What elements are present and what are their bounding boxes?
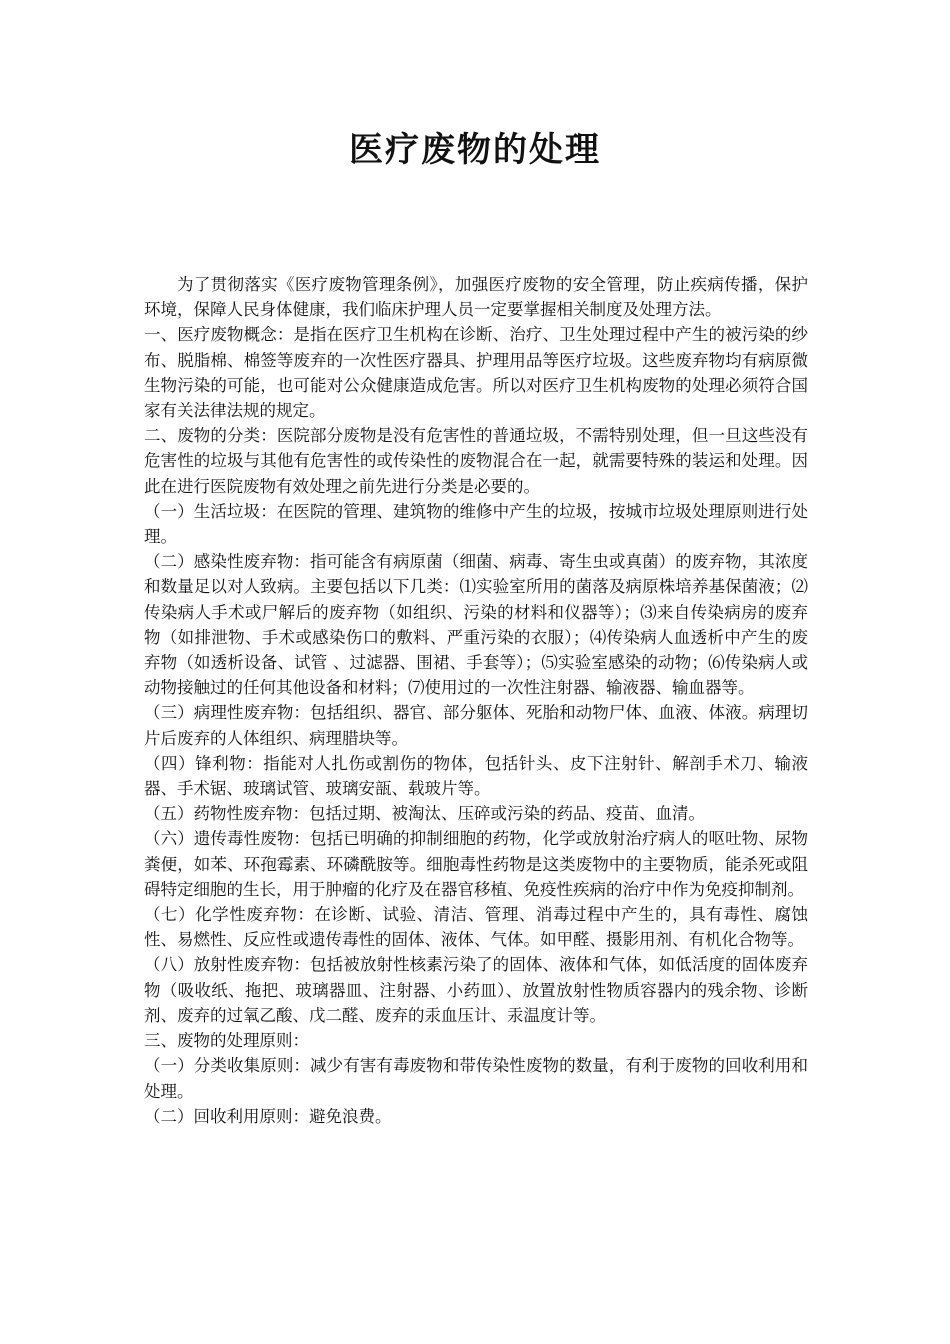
item-chemical-waste: （七）化学性废弃物：在诊断、试验、清洁、管理、消毒过程中产生的，具有毒性、腐蚀性、易燃性、反应性或遗传毒性的固体、液体、气体。如甲醛、摄影用剂、有机化合物等。: [144, 905, 808, 950]
item-domestic-waste: （一）生活垃圾：在医院的管理、建筑物的维修中产生的垃圾，按城市垃圾处理原则进行处理。: [144, 501, 808, 547]
document-title: 医疗废物的处理: [349, 130, 601, 170]
item-infectious-waste: （二）感染性废弃物：指可能含有病原菌（细菌、病毒、寄生虫或真菌）的废弃物，其浓度和数量足以对人致病。主要包括以下几类：⑴实验室所用的菌落及病原株培养基保菌液；⑵传染病人手术或尸解后的废弃物（如组织、污染的材料和仪器等）；⑶来自传染病房的废弃物（如排泄物、手术或感染伤口的敷料、严重污染的衣服）；⑷传染病人血透析中产生的废弃物（如透析设备、试管 、过滤器、围裙、手套等）；⑸实验室感染的动物；⑹传染病人或动物接触过的任何其他设备和材料；⑺使用过的一次性注射器、输液器、输血器等。: [144, 552, 808, 698]
item-genotoxic-waste: （六）遗传毒性废物：包括已明确的抑制细胞的药物，化学或放射治疗病人的呕吐物、尿物粪便，如苯、环孢霉素、环磷酰胺等。细胞毒性药物是这类废物中的主要物质，能杀死或阻碍特定细胞的生长，用于肿瘤的化疗及在器官移植、免疫性疾病的治疗中作为免疫抑制剂。: [144, 829, 808, 899]
item-pathological-waste: （三）病理性废弃物：包括组织、器官、部分躯体、死胎和动物尸体、血液、体液。病理切片后废弃的人体组织、病理腊块等。: [144, 703, 808, 748]
item-radioactive-waste: （八）放射性废弃物：包括被放射性核素污染了的固体、液体和气体，如低活度的固体废弃物（吸收纸、拖把、玻璃器皿、注射器、小药皿）、放置放射性物质容器内的残余物、诊断剂、废弃的过氧乙酸、戊二醛、废弃的汞血压计、汞温度计等。: [144, 955, 808, 1025]
principle-recycling: （二）回收利用原则：避免浪费。: [144, 1106, 392, 1126]
item-sharps: （四）锋利物：指能对人扎伤或割伤的物体，包括针头、皮下注射针、解剖手术刀、输液器、手术锯、玻璃试管、玻璃安瓿、载玻片等。: [144, 753, 808, 799]
document-body: [144, 272, 808, 1129]
item-pharmaceutical-waste: （五）药物性废弃物：包括过期、被淘汰、压碎或污染的药品、疫苗、血清。: [144, 804, 705, 824]
section-1-concept: 一、医疗废物概念：是指在医疗卫生机构在诊断、治疗、卫生处理过程中产生的被污染的纱布、脱脂棉、棉签等废弃的一次性医疗器具、护理用品等医疗垃圾。这些废弃物均有病原微生物污染的可能，也可能对公众健康造成危害。所以对医疗卫生机构废物的处理必须符合国家有关法律法规的规定。: [144, 325, 808, 421]
principle-sorted-collection: （一）分类收集原则：减少有害有毒废物和带传染性废物的数量，有利于废物的回收利用和处理。: [144, 1056, 808, 1101]
intro-paragraph: 为了贯彻落实《医疗废物管理条例》，加强医疗废物的安全管理，防止疾病传播，保护环境，保障人民身体健康，我们临床护理人员一定要掌握相关制度及处理方法。: [144, 275, 808, 320]
section-2-classification: 二、废物的分类：医院部分废物是没有危害性的普通垃圾，不需特别处理，但一旦这些没有危害性的垃圾与其他有危害性的或传染性的废物混合在一起，就需要特殊的装运和处理。因此在进行医院废物有效处理之前先进行分类是必要的。: [144, 426, 808, 496]
section-3-principles: 三、废物的处理原则：: [144, 1031, 309, 1051]
